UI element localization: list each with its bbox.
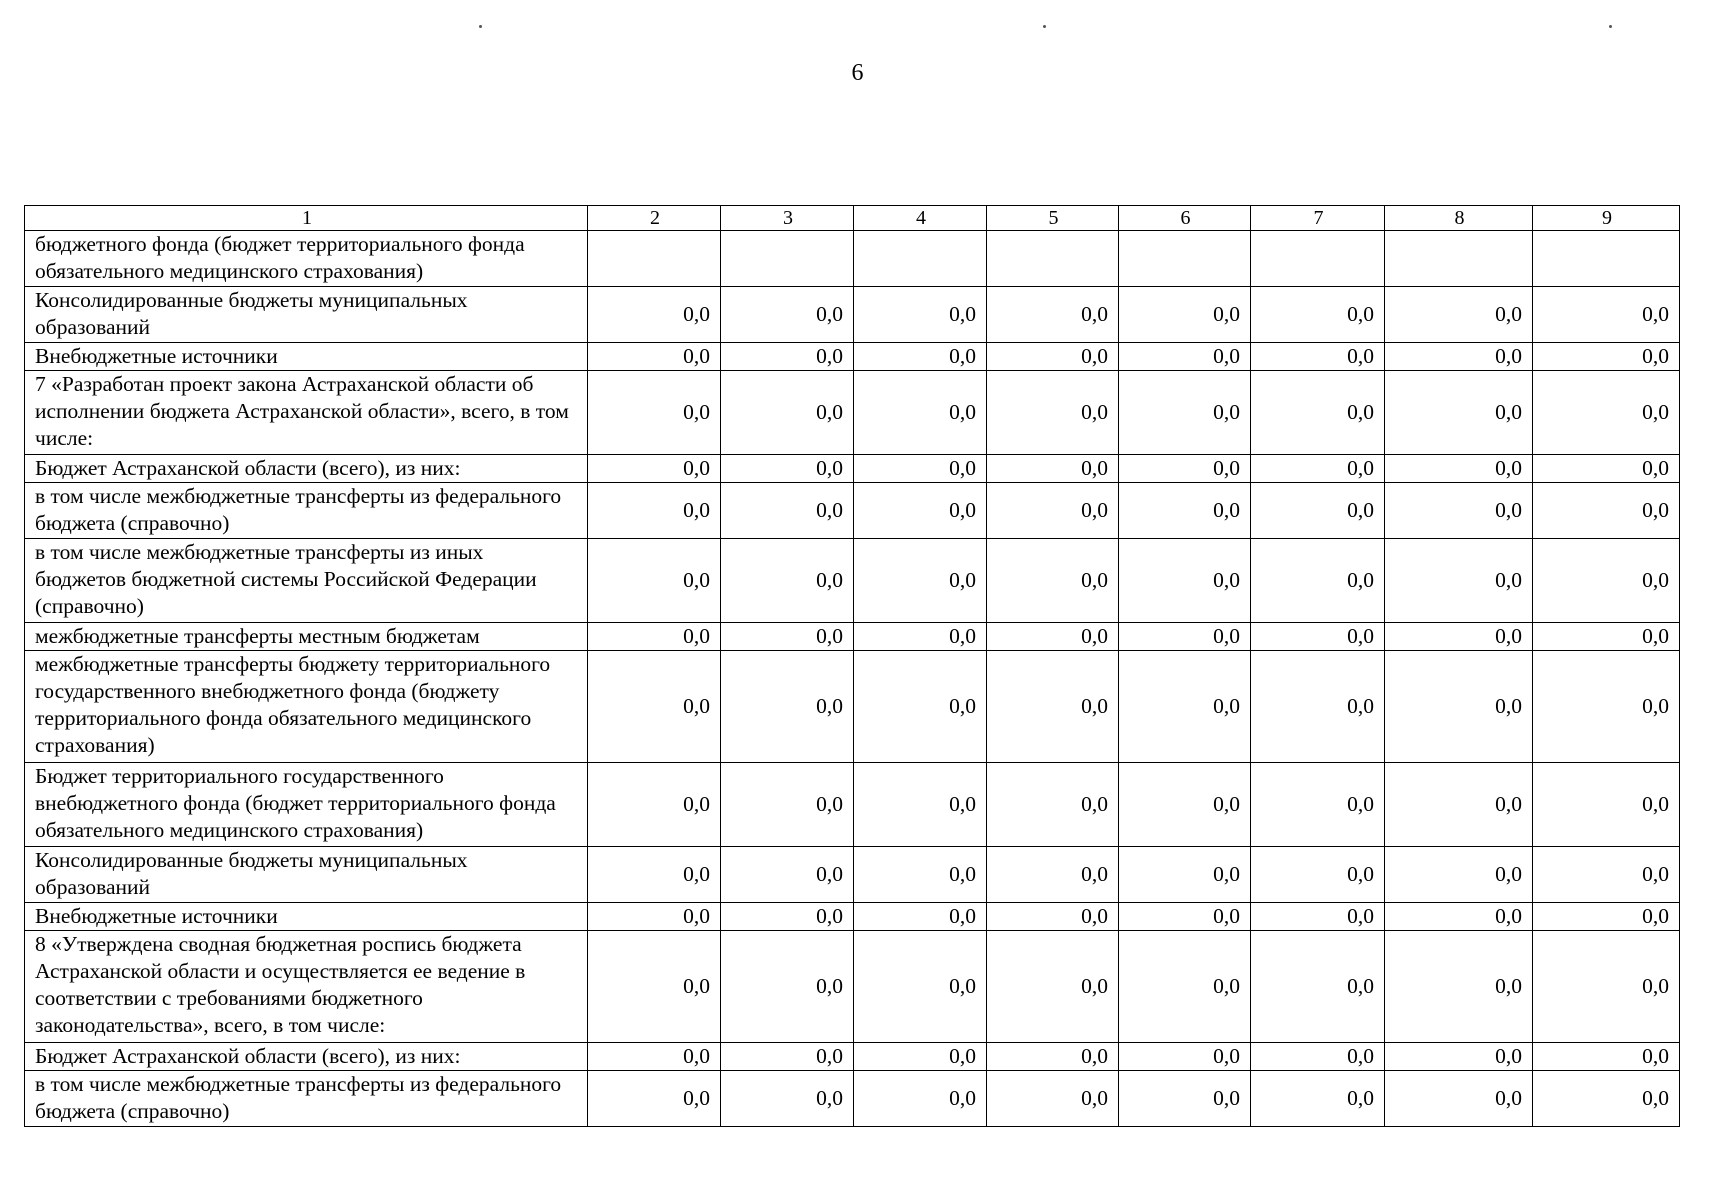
- table-row: [25, 483, 1680, 539]
- table-row: [25, 651, 1680, 763]
- cell-value: 0,0: [1385, 623, 1533, 651]
- cell-value: 0,0: [987, 371, 1119, 455]
- cell-value: 0,0: [1533, 483, 1680, 539]
- cell-value: 0,0: [987, 763, 1119, 847]
- cell-value: 0,0: [721, 1071, 854, 1127]
- row-label: в том числе межбюджетные трансферты из федерального бюджета (справочно): [25, 483, 588, 539]
- cell-value: 0,0: [1119, 903, 1251, 931]
- column-header: 4: [854, 206, 987, 231]
- cell-value: 0,0: [1385, 371, 1533, 455]
- cell-value: 0,0: [1385, 847, 1533, 903]
- cell-value: 0,0: [1533, 343, 1680, 371]
- cell-value: 0,0: [1119, 1043, 1251, 1071]
- cell-value: 0,0: [1385, 1071, 1533, 1127]
- cell-value: 0,0: [588, 847, 721, 903]
- cell-value: 0,0: [987, 539, 1119, 623]
- cell-value: 0,0: [721, 455, 854, 483]
- cell-value: 0,0: [1251, 931, 1385, 1043]
- cell-value: 0,0: [721, 903, 854, 931]
- cell-value: 0,0: [588, 1043, 721, 1071]
- table-row: [25, 1043, 1680, 1071]
- cell-value: 0,0: [1385, 931, 1533, 1043]
- cell-value: 0,0: [1533, 931, 1680, 1043]
- cell-value: 0,0: [854, 343, 987, 371]
- scan-speck: [1609, 25, 1612, 28]
- cell-value: 0,0: [1119, 651, 1251, 763]
- table-row: [25, 539, 1680, 623]
- cell-value: 0,0: [721, 651, 854, 763]
- cell-value: 0,0: [1251, 1043, 1385, 1071]
- cell-value: 0,0: [588, 903, 721, 931]
- cell-value: 0,0: [987, 1071, 1119, 1127]
- column-header: 2: [588, 206, 721, 231]
- cell-value: 0,0: [721, 539, 854, 623]
- table-row: [25, 903, 1680, 931]
- cell-value: 0,0: [854, 847, 987, 903]
- cell-value: 0,0: [987, 483, 1119, 539]
- cell-value: 0,0: [987, 903, 1119, 931]
- cell-value: 0,0: [854, 1071, 987, 1127]
- cell-value: 0,0: [1119, 623, 1251, 651]
- cell-value: [987, 231, 1119, 287]
- cell-value: 0,0: [987, 847, 1119, 903]
- column-header: 5: [987, 206, 1119, 231]
- cell-value: 0,0: [1119, 287, 1251, 343]
- cell-value: [854, 231, 987, 287]
- cell-value: 0,0: [1533, 1043, 1680, 1071]
- cell-value: 0,0: [721, 371, 854, 455]
- cell-value: 0,0: [1251, 903, 1385, 931]
- table-row: [25, 623, 1680, 651]
- header-row: [25, 206, 1680, 231]
- cell-value: 0,0: [1251, 623, 1385, 651]
- table-row: [25, 847, 1680, 903]
- cell-value: 0,0: [721, 1043, 854, 1071]
- column-header: 6: [1119, 206, 1251, 231]
- cell-value: 0,0: [1251, 847, 1385, 903]
- cell-value: 0,0: [1119, 931, 1251, 1043]
- cell-value: 0,0: [1533, 539, 1680, 623]
- cell-value: 0,0: [1251, 343, 1385, 371]
- cell-value: 0,0: [1251, 287, 1385, 343]
- cell-value: 0,0: [1251, 651, 1385, 763]
- cell-value: 0,0: [854, 651, 987, 763]
- cell-value: 0,0: [721, 931, 854, 1043]
- cell-value: 0,0: [1385, 287, 1533, 343]
- cell-value: 0,0: [987, 623, 1119, 651]
- row-label: Бюджет территориального государственного внебюджетного фонда (бюджет территориального фонда обязательного медицинского страхования): [25, 763, 588, 847]
- cell-value: 0,0: [854, 1043, 987, 1071]
- cell-value: 0,0: [1251, 539, 1385, 623]
- cell-value: 0,0: [854, 455, 987, 483]
- table-row: [25, 231, 1680, 287]
- budget-table: [24, 205, 1680, 1127]
- cell-value: 0,0: [854, 623, 987, 651]
- cell-value: 0,0: [1533, 847, 1680, 903]
- row-label: 8 «Утверждена сводная бюджетная роспись бюджета Астраханской области и осуществляется ее ведение в соответствии с требованиями бюджетного законодательства», всего, в том числе:: [25, 931, 588, 1043]
- cell-value: [1251, 231, 1385, 287]
- cell-value: 0,0: [721, 847, 854, 903]
- cell-value: [588, 231, 721, 287]
- table-row: [25, 343, 1680, 371]
- table-row: [25, 763, 1680, 847]
- cell-value: 0,0: [1119, 483, 1251, 539]
- cell-value: 0,0: [1533, 623, 1680, 651]
- cell-value: 0,0: [1119, 1071, 1251, 1127]
- cell-value: [1533, 231, 1680, 287]
- cell-value: 0,0: [1119, 763, 1251, 847]
- row-label: бюджетного фонда (бюджет территориального фонда обязательного медицинского страхования): [25, 231, 588, 287]
- row-label: Бюджет Астраханской области (всего), из них:: [25, 1043, 588, 1071]
- cell-value: 0,0: [588, 763, 721, 847]
- cell-value: 0,0: [1119, 539, 1251, 623]
- column-header: 7: [1251, 206, 1385, 231]
- row-label: в том числе межбюджетные трансферты из федерального бюджета (справочно): [25, 1071, 588, 1127]
- row-label: межбюджетные трансферты местным бюджетам: [25, 623, 588, 651]
- cell-value: 0,0: [721, 287, 854, 343]
- cell-value: 0,0: [1533, 763, 1680, 847]
- cell-value: 0,0: [854, 287, 987, 343]
- cell-value: 0,0: [1533, 455, 1680, 483]
- column-header: 1: [25, 206, 588, 231]
- table-body: [25, 231, 1680, 1127]
- cell-value: 0,0: [588, 343, 721, 371]
- cell-value: [1385, 231, 1533, 287]
- cell-value: 0,0: [987, 455, 1119, 483]
- cell-value: 0,0: [588, 483, 721, 539]
- cell-value: 0,0: [1385, 763, 1533, 847]
- cell-value: 0,0: [854, 763, 987, 847]
- table-row: [25, 1071, 1680, 1127]
- cell-value: 0,0: [721, 343, 854, 371]
- table-row: [25, 371, 1680, 455]
- cell-value: 0,0: [1533, 651, 1680, 763]
- cell-value: 0,0: [1385, 483, 1533, 539]
- page-number: 6: [851, 60, 864, 86]
- cell-value: 0,0: [1533, 903, 1680, 931]
- table-row: [25, 455, 1680, 483]
- cell-value: 0,0: [588, 287, 721, 343]
- cell-value: 0,0: [1533, 1071, 1680, 1127]
- cell-value: [721, 231, 854, 287]
- cell-value: 0,0: [987, 343, 1119, 371]
- cell-value: 0,0: [987, 931, 1119, 1043]
- scan-speck: [1043, 25, 1046, 28]
- row-label: 7 «Разработан проект закона Астраханской области об исполнении бюджета Астраханской области», всего, в том числе:: [25, 371, 588, 455]
- cell-value: 0,0: [1533, 371, 1680, 455]
- cell-value: 0,0: [721, 763, 854, 847]
- cell-value: 0,0: [854, 483, 987, 539]
- row-label: межбюджетные трансферты бюджету территориального государственного внебюджетного фонда (бюджету территориального фонда обязательного медицинского страхования): [25, 651, 588, 763]
- cell-value: 0,0: [588, 539, 721, 623]
- cell-value: 0,0: [1251, 1071, 1385, 1127]
- cell-value: 0,0: [1251, 455, 1385, 483]
- table-row: [25, 931, 1680, 1043]
- row-label: Внебюджетные источники: [25, 343, 588, 371]
- column-header: 3: [721, 206, 854, 231]
- table-row: [25, 287, 1680, 343]
- row-label: Бюджет Астраханской области (всего), из них:: [25, 455, 588, 483]
- cell-value: 0,0: [1385, 1043, 1533, 1071]
- cell-value: 0,0: [588, 371, 721, 455]
- cell-value: 0,0: [588, 1071, 721, 1127]
- column-header: 8: [1385, 206, 1533, 231]
- cell-value: [1119, 231, 1251, 287]
- cell-value: 0,0: [1385, 455, 1533, 483]
- cell-value: 0,0: [854, 539, 987, 623]
- cell-value: 0,0: [987, 1043, 1119, 1071]
- cell-value: 0,0: [1119, 343, 1251, 371]
- cell-value: 0,0: [854, 903, 987, 931]
- cell-value: 0,0: [1385, 651, 1533, 763]
- cell-value: 0,0: [1251, 763, 1385, 847]
- column-header: 9: [1533, 206, 1680, 231]
- cell-value: 0,0: [721, 623, 854, 651]
- cell-value: 0,0: [588, 931, 721, 1043]
- cell-value: 0,0: [588, 455, 721, 483]
- cell-value: 0,0: [1119, 455, 1251, 483]
- cell-value: 0,0: [588, 623, 721, 651]
- cell-value: 0,0: [1119, 371, 1251, 455]
- cell-value: 0,0: [721, 483, 854, 539]
- cell-value: 0,0: [1533, 287, 1680, 343]
- cell-value: 0,0: [1119, 847, 1251, 903]
- scan-speck: [479, 25, 482, 28]
- cell-value: 0,0: [1251, 371, 1385, 455]
- cell-value: 0,0: [854, 371, 987, 455]
- row-label: в том числе межбюджетные трансферты из иных бюджетов бюджетной системы Российской Федерации (справочно): [25, 539, 588, 623]
- cell-value: 0,0: [987, 651, 1119, 763]
- cell-value: 0,0: [987, 287, 1119, 343]
- cell-value: 0,0: [1385, 539, 1533, 623]
- row-label: Консолидированные бюджеты муниципальных образований: [25, 847, 588, 903]
- cell-value: 0,0: [1385, 343, 1533, 371]
- cell-value: 0,0: [1251, 483, 1385, 539]
- cell-value: 0,0: [588, 651, 721, 763]
- row-label: Внебюджетные источники: [25, 903, 588, 931]
- cell-value: 0,0: [1385, 903, 1533, 931]
- cell-value: 0,0: [854, 931, 987, 1043]
- row-label: Консолидированные бюджеты муниципальных образований: [25, 287, 588, 343]
